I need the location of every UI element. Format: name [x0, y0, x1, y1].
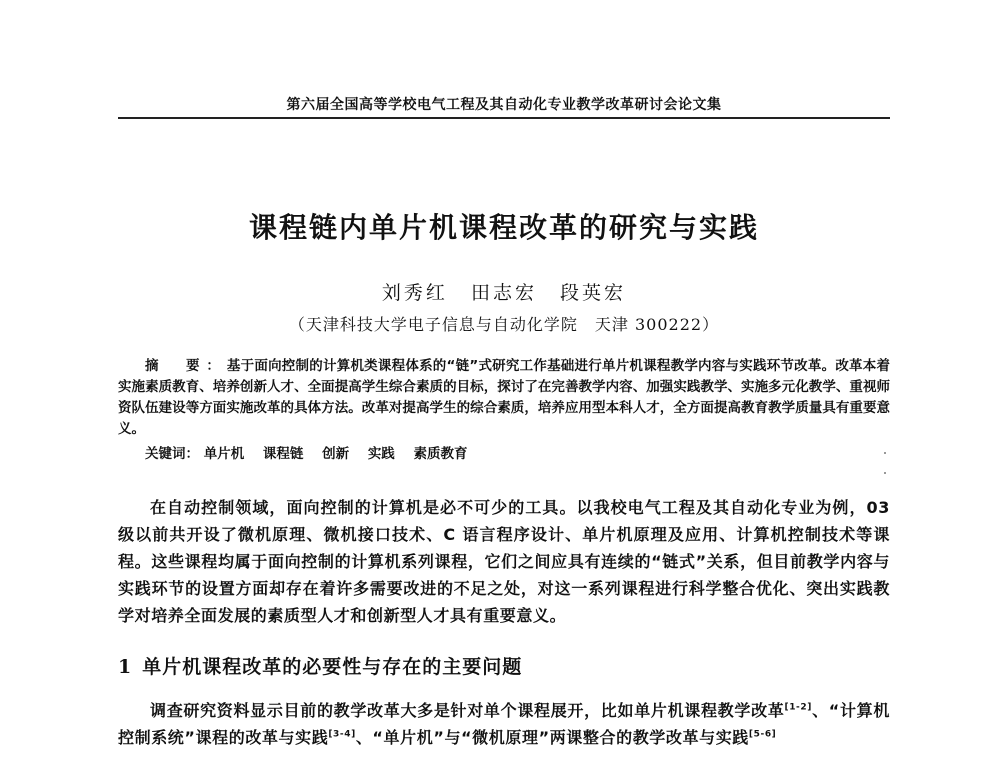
author-name: 田志宏	[470, 282, 537, 304]
keyword: 素质教育	[413, 446, 468, 462]
header-rule	[118, 117, 890, 119]
author-list	[118, 278, 890, 305]
text-run: 、“计算机控制系统”课程的改革与实践	[118, 701, 890, 747]
scan-speck	[884, 452, 886, 454]
scan-speck	[884, 472, 886, 474]
section-paragraph	[118, 697, 890, 751]
intro-paragraph: 在自动控制领域，面向控制的计算机是必不可少的工具。以我校电气工程及其自动化专业为例，03 级以前共开设了微机原理、微机接口技术、C 语言程序设计、单片机原理及应用、计算机控制技术等课程。这些课程均属于面向控制的计算机系列课程，它们之间应具有连续的“链式”关系，但目前教学内容与实践环节的设置方面却存在着许多需要改进的不足之处，对这一系列课程进行科学整合优化、突出实践教学对培养全面发展的素质型人才和创新型人才具有重要意义。	[118, 498, 890, 625]
keyword: 实践	[367, 446, 395, 462]
citation: [1-2]	[784, 702, 812, 713]
author-name: 刘秀红	[381, 282, 448, 304]
abstract-label: 摘 要：	[145, 358, 227, 374]
citation: [5-6]	[748, 729, 777, 740]
section-title: 单片机课程改革的必要性与存在的主要问题	[142, 656, 523, 678]
citation: [3-4]	[328, 729, 356, 740]
keywords-label: 关键词：	[145, 446, 199, 462]
keyword: 单片机	[203, 446, 245, 462]
abstract	[118, 356, 890, 440]
text-run: 、“单片机”与“微机原理”两课整合的教学改革与实践	[355, 728, 749, 747]
section-heading	[118, 652, 890, 679]
running-header: 第六届全国高等学校电气工程及其自动化专业教学改革研讨会论文集	[286, 97, 722, 113]
keyword: 课程链	[262, 446, 304, 462]
abstract-paragraph	[118, 356, 890, 440]
paper-title: 课程链内单片机课程改革的研究与实践	[248, 211, 759, 244]
abstract-text: 基于面向控制的计算机类课程体系的“链”式研究工作基础进行单片机课程教学内容与实践环节改革。改革本着实施素质教育、培养创新人才、全面提高学生综合素质的目标，探讨了在完善教学内容、加强实践教学、实施多元化教学、重视师资队伍建设等方面实施改革的具体方法。改革对提高学生的综合素质，培养应用型本科人才，全方面提高教育教学质量具有重要意义。	[118, 358, 890, 437]
text-run: 调查研究资料显示目前的教学改革大多是针对单个课程展开，比如单片机课程教学改革	[150, 701, 785, 720]
keywords	[118, 444, 890, 465]
section-number: 1	[118, 656, 133, 678]
author-name: 段英宏	[560, 282, 627, 304]
affiliation: （天津科技大学电子信息与自动化学院 天津 300222）	[288, 315, 720, 334]
keyword: 创新	[322, 446, 350, 462]
